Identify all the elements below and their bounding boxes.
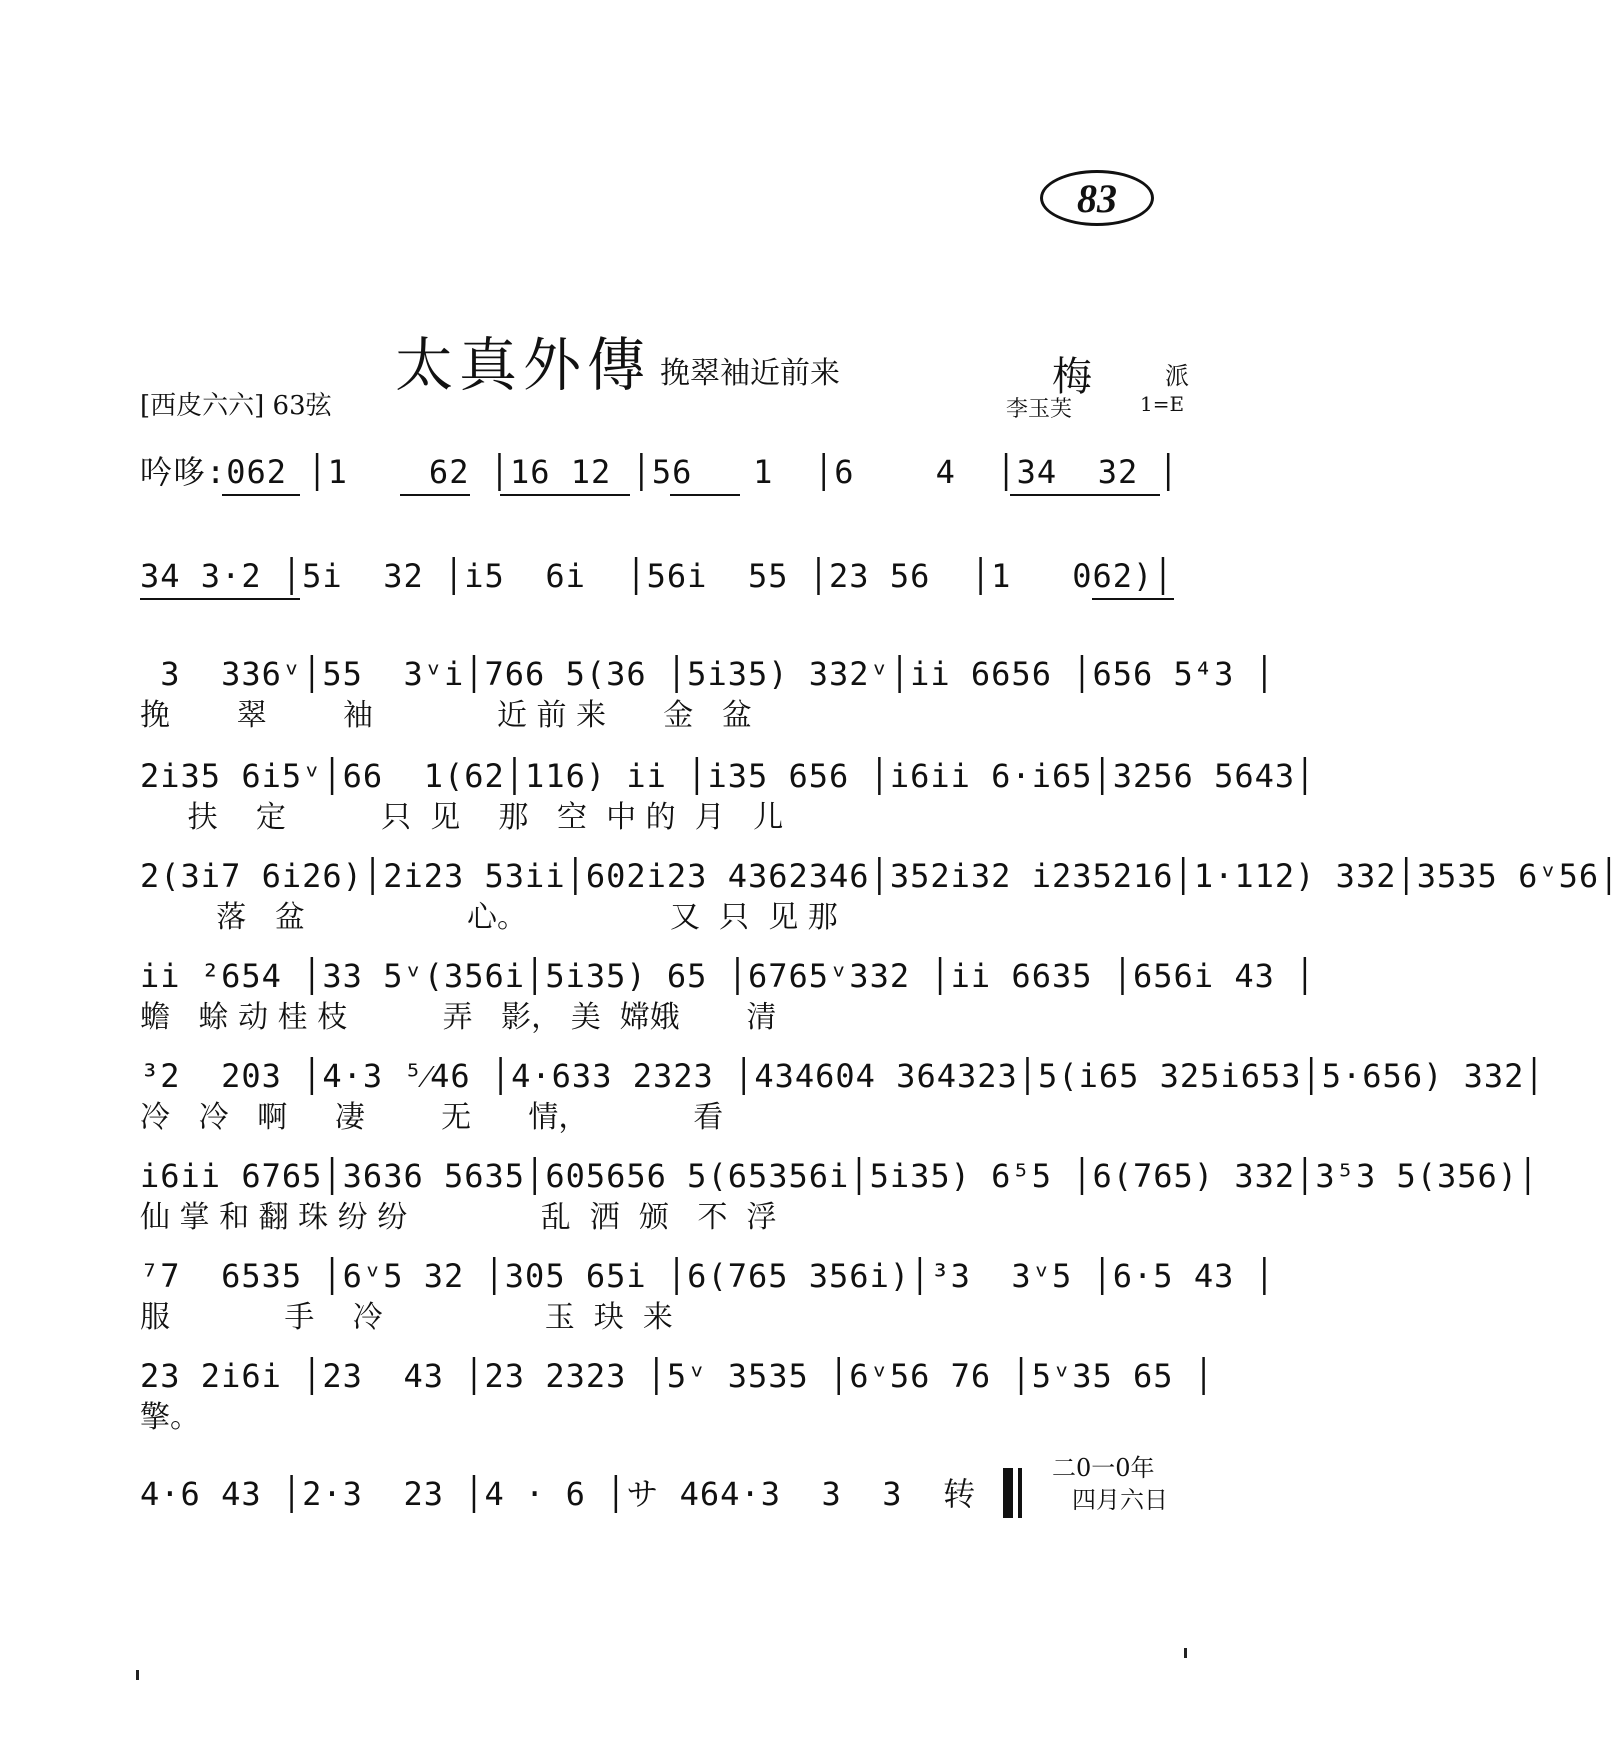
lyric-line-5: 落 盆 心。 又 只 见 那 (140, 900, 838, 935)
notation-line-7: ³2 203 │4·3 ⁵⁄46 │4·633 2323 │434604 364323│5(i65 325i653│5·656) 332│ (140, 1057, 1545, 1095)
lyric-line-3: 挽 翠 袖 近 前 来 金 盆 (140, 698, 752, 733)
lyric-line-1 (140, 500, 1192, 536)
page-number-text: 83 (1077, 175, 1117, 221)
notation-line-5: 2(3i7 6i26)│2i23 53ii│602i23 4362346│352i32 i235216│1·112) 332│3535 6ᵛ56│ (140, 857, 1619, 895)
notation-line-11: 4·6 43 │2·3 23 │4 · 6 │サ 464·3 3 3 转 (140, 1475, 977, 1513)
lyric-line-10: 擎。 (140, 1400, 200, 1435)
lyric-line-7: 冷 冷 啊 凄 无 情， 看 (140, 1100, 724, 1135)
lyric-line-8: 仙 掌 和 翻 珠 纷 纷 乱 洒 颁 不 浮 (140, 1200, 777, 1235)
key-signature: 1=E (1140, 392, 1185, 416)
page-number (1040, 170, 1154, 226)
notation-line-8: i6ii 6765│3636 5635│605656 5(65356i│5i35) 6⁵5 │6(765) 332│3⁵3 5(356)│ (140, 1157, 1539, 1195)
scan-speck (136, 1670, 139, 1680)
notation-line-4: 2i35 6i5ᵛ│66 1(62│116) ii │i35 656 │i6ii 6·i65│3256 5643│ (140, 757, 1316, 795)
date-line-1: 二0一0年 (1052, 1454, 1155, 1482)
lyric-line-11 (140, 1520, 1192, 1556)
singer-name: 李玉芙 (1006, 397, 1073, 422)
beam-rule (500, 494, 630, 496)
final-barline-thin (1018, 1468, 1022, 1518)
lyric-line-4: 扶 定 只 见 那 空 中 的 月 儿 (140, 800, 784, 835)
notation-line-9: ⁷7 6535 │6ᵛ5 32 │305 65i │6(765 356i)│³3 3ᵛ5 │6·5 43 │ (140, 1257, 1275, 1295)
notation-line-3: 3 336ᵛ│55 3ᵛi│766 5(36 │5i35) 332ᵛ│ii 6656 │656 5⁴3 │ (140, 655, 1275, 693)
lyric-line-9: 服 手 冷 玉 玦 来 (140, 1300, 673, 1335)
lyric-line-2 (140, 604, 1192, 640)
page-title: 太真外傳 (395, 331, 652, 399)
notation-line-1: 吟哆:062 │1 62 │16 12 │56 1 │6 4 │34 32 │ (140, 453, 1179, 491)
mode-label: [西皮六六] 63弦 (140, 391, 332, 421)
school-name: 梅 (1052, 354, 1092, 400)
beam-rule (222, 494, 300, 496)
notation-line-6: ii ²654 │33 5ᵛ(356i│5i35) 65 │6765ᵛ332 │ii 6635 │656i 43 │ (140, 957, 1316, 995)
notation-line-2: 34 3·2 │5i 32 │i5 6i │56i 55 │23 56 │1 062)│ (140, 557, 1174, 595)
beam-rule (1092, 598, 1174, 600)
beam-rule (140, 598, 300, 600)
lyric-line-6: 蟾 蜍 动 桂 枝 弄 影， 美 嫦娥 清 (140, 1000, 777, 1035)
notation-line-10: 23 2i6i │23 43 │23 2323 │5ᵛ 3535 │6ᵛ56 76 │5ᵛ35 65 │ (140, 1357, 1215, 1395)
school-suffix: 派 (1165, 362, 1189, 390)
beam-rule (400, 494, 470, 496)
beam-rule (1010, 494, 1160, 496)
scan-speck (1184, 1648, 1187, 1658)
beam-rule (670, 494, 740, 496)
page-subtitle: 挽翠袖近前来 (660, 356, 840, 391)
final-barline (1003, 1468, 1013, 1518)
date-line-2: 四月六日 (1072, 1486, 1168, 1514)
